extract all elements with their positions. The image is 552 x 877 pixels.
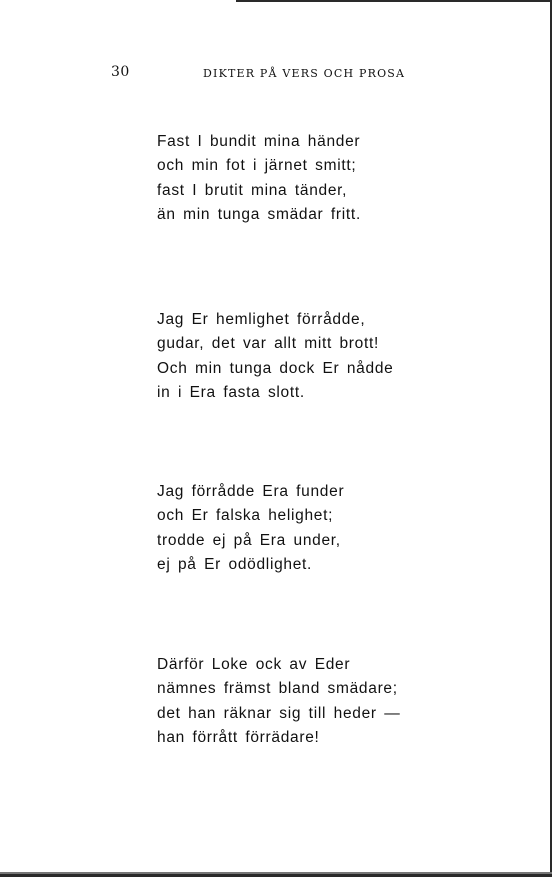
verse-line: trodde ej på Era under,	[157, 531, 341, 549]
page-number: 30	[111, 64, 130, 80]
verse-line: och min fot i järnet smitt;	[157, 157, 357, 175]
verse-line: Jag Er hemlighet förrådde,	[157, 311, 366, 328]
verse-line: Fast I bundit mina händer	[157, 133, 361, 150]
verse-line: fast I brutit mina tänder,	[157, 181, 348, 199]
verse-line: och Er falska helighet;	[157, 507, 334, 525]
verse-line: nämnes främst bland smädare;	[157, 680, 398, 698]
stanza-1	[157, 130, 361, 227]
verse-line: in i Era fasta slott.	[157, 383, 305, 401]
running-head: DIKTER PÅ VERS OCH PROSA	[203, 67, 406, 80]
stanza-4	[157, 653, 400, 750]
stanza-3	[157, 480, 344, 577]
verse-line: Därför Loke ock av Eder	[157, 656, 351, 673]
verse-line: Och min tunga dock Er nådde	[157, 359, 394, 377]
verse-line: än min tunga smädar fritt.	[157, 205, 361, 223]
verse-line: ej på Er odödlighet.	[157, 555, 313, 573]
verse-line: gudar, det var allt mitt brott!	[157, 335, 380, 353]
verse-line: han förrått förrädare!	[157, 728, 320, 746]
scan-edge-top	[236, 0, 552, 2]
stanza-2	[157, 308, 393, 405]
verse-line: Jag förrådde Era funder	[157, 483, 345, 500]
verse-line: det han räknar sig till heder —	[157, 704, 401, 722]
